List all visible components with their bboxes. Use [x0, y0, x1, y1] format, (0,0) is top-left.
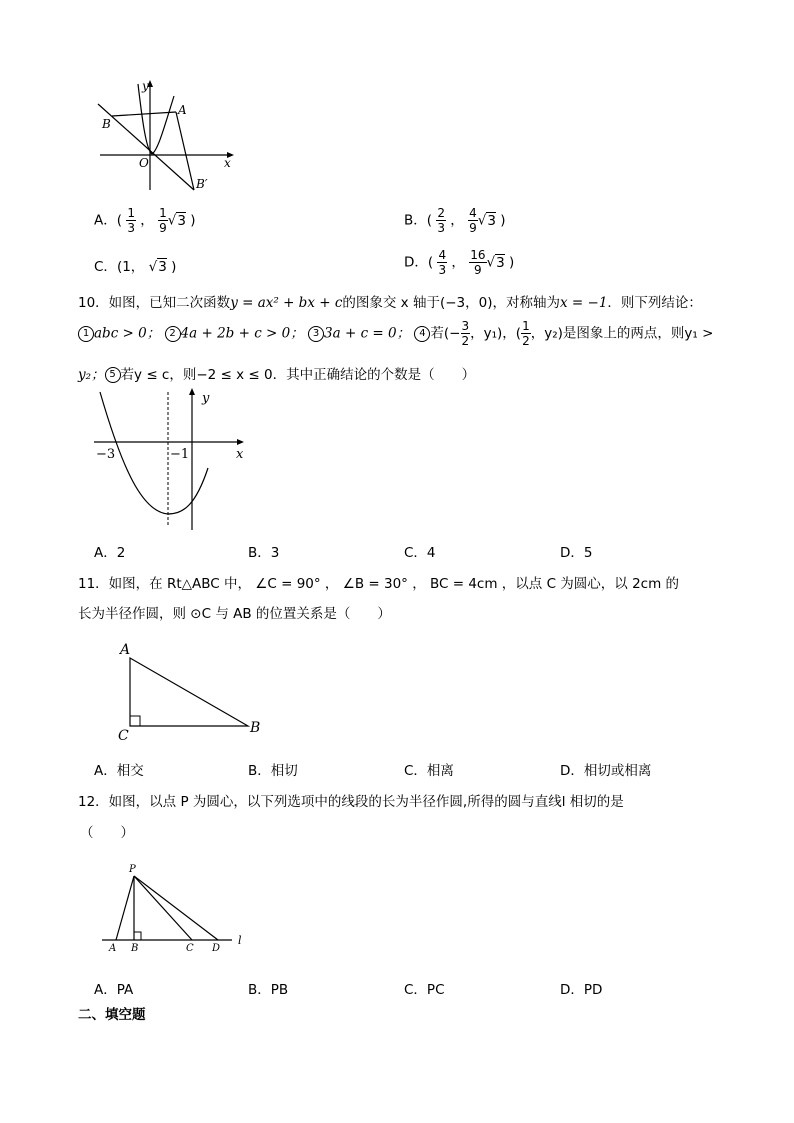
q9-option-a[interactable]: A．( $\frac{1}{3}$ ， $\frac{1}{9}$ √3 ) [94, 206, 196, 235]
q11-option-c[interactable]: C．相离 [404, 763, 454, 779]
q12-label-b: B [131, 943, 139, 954]
q11-option-a[interactable]: A．相交 [94, 763, 144, 779]
q10-label-y: y [202, 391, 210, 406]
q9-figure [92, 78, 242, 196]
q10-option-a[interactable]: A．2 [94, 545, 126, 561]
q9-label-b: B [102, 117, 111, 131]
q10-line-3: y₂； 5 若y ≤ c，则−2 ≤ x ≤ 0．其中正确结论的个数是（ ） [78, 367, 476, 383]
q10-label-x: x [236, 447, 244, 462]
q11-line-1: 11．如图，在 Rt△ABC 中， ∠C = 90° ， ∠B = 30° ， BC = 4cm ，以点 C 为圆心，以 2cm 的 [78, 576, 680, 592]
q10-line-2: 1 abc > 0； 2 4a + 2b + c > 0； 3 3a + c = 0； 4 若(− $\frac{3}{2}$ ，y₁)，( $\frac{1}{2}$ ，y₂)是图象上的两点，则y₁ > [78, 319, 713, 348]
q11-figure [110, 638, 270, 746]
q10-figure [92, 388, 252, 534]
q12-line-2: （ ） [80, 825, 134, 841]
q12-option-b[interactable]: B．PB [248, 982, 289, 998]
q9-option-d[interactable]: D．( $\frac{4}{3}$ ， $\frac{16}{9}$ √3 ) [404, 248, 515, 277]
q10-option-b[interactable]: B．3 [248, 545, 280, 561]
q12-option-a[interactable]: A．PA [94, 982, 134, 998]
q10-label-neg3: −3 [96, 447, 116, 462]
q9-label-bprime: B′ [196, 177, 208, 191]
q12-label-a: A [109, 943, 117, 954]
q11-label-c: C [118, 728, 129, 744]
q12-option-d[interactable]: D．PD [560, 982, 603, 998]
q11-label-b: B [250, 720, 261, 736]
q12-label-p: P [129, 864, 136, 875]
q11-line-2: 长为半径作圆，则 ⊙C 与 AB 的位置关系是（ ） [78, 606, 391, 622]
q12-option-c[interactable]: C．PC [404, 982, 445, 998]
q11-option-b[interactable]: B．相切 [248, 763, 298, 779]
q10-line-1: 10．如图，已知二次函数y = ax² + bx + c的图象交 x 轴于(−3，0)，对称轴为x = −1．则下列结论： [78, 295, 702, 311]
section-heading: 二、填空题 [78, 1007, 146, 1023]
q9-option-c[interactable]: C．(1， √3 ) [94, 259, 177, 275]
q9-label-x: x [224, 156, 231, 170]
q10-option-c[interactable]: C．4 [404, 545, 436, 561]
q11-option-d[interactable]: D．相切或相离 [560, 763, 652, 779]
q10-label-neg1: −1 [170, 447, 190, 462]
q12-figure [96, 858, 256, 954]
q12-label-d: D [212, 943, 221, 954]
q9-label-y: y [142, 79, 149, 93]
q11-label-a: A [120, 642, 131, 658]
q10-option-d[interactable]: D．5 [560, 545, 593, 561]
q9-option-b[interactable]: B．( $\frac{2}{3}$ ， $\frac{4}{9}$ √3 ) [404, 206, 506, 235]
q12-line-1: 12．如图，以点 P 为圆心，以下列选项中的线段的长为半径作圆,所得的圆与直线l 相切的是 [78, 794, 624, 810]
q9-label-a: A [178, 103, 187, 117]
q12-label-l: l [238, 934, 242, 947]
q12-label-c: C [186, 943, 194, 954]
q9-label-o: O [139, 156, 149, 170]
